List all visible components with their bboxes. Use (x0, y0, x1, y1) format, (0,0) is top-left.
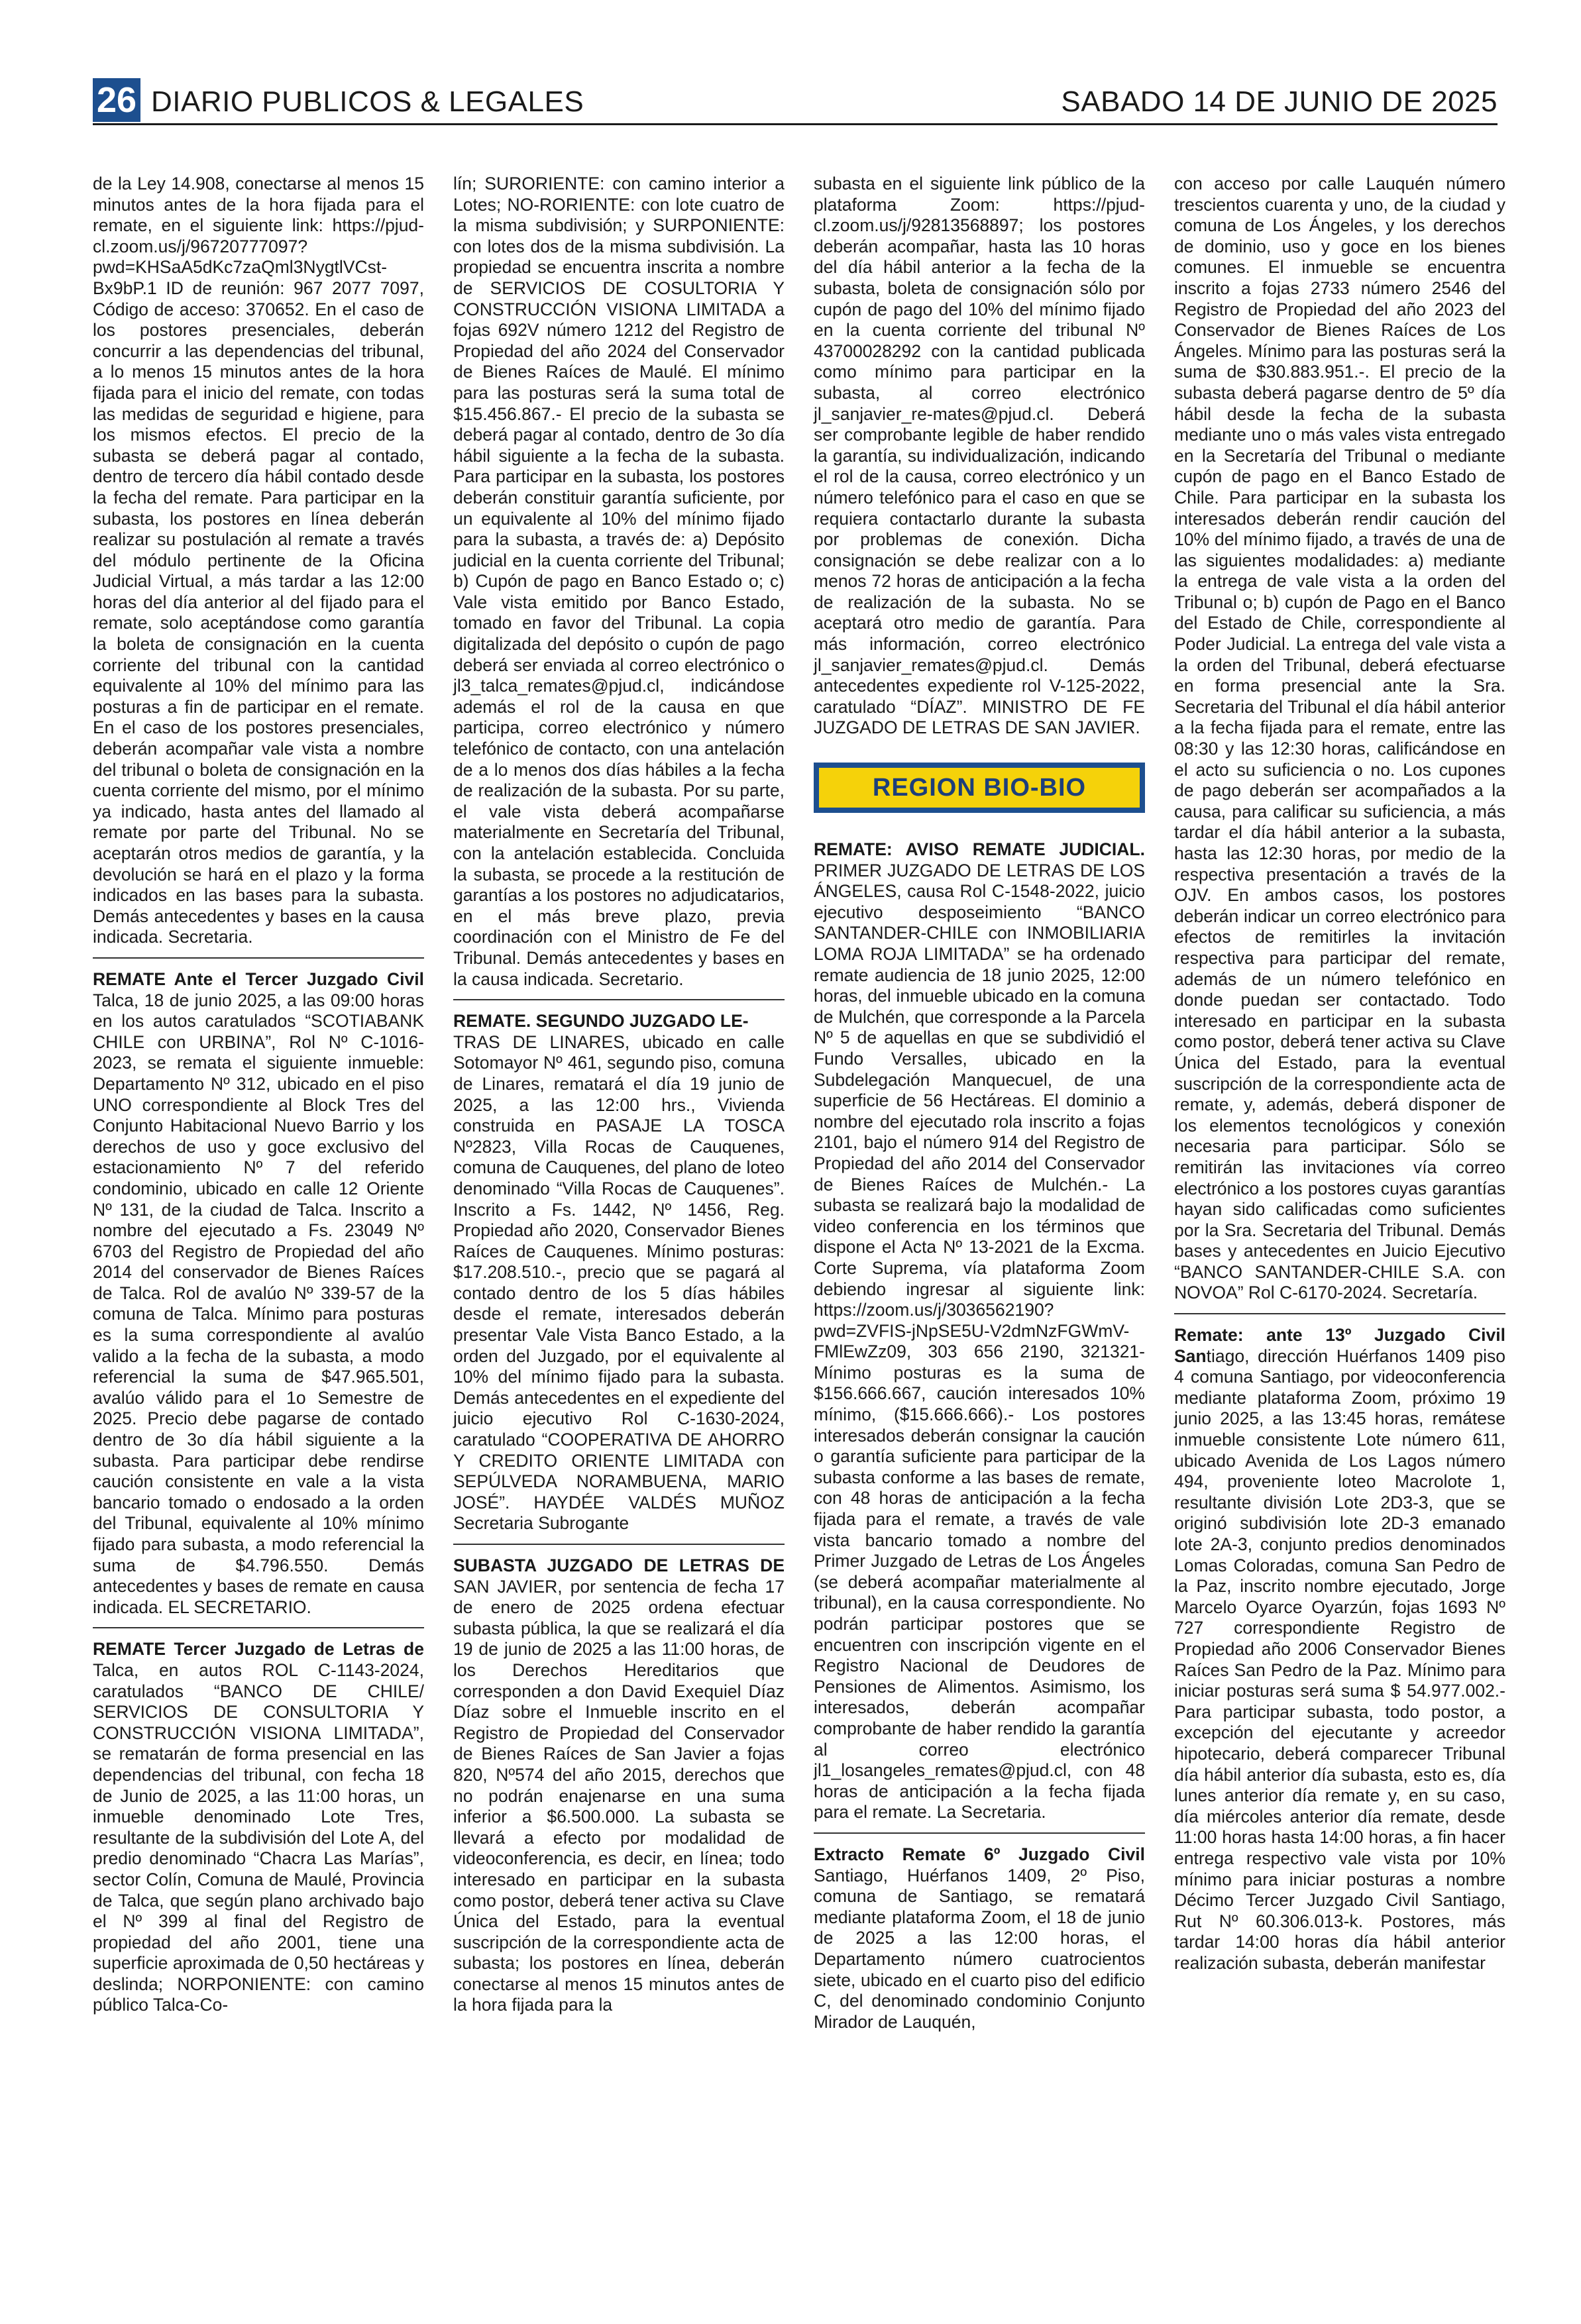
notice-body: Talca, 18 de junio 2025, a las 09:00 horas en los autos caratulados “SCOTIABANK CHILE con URBINA”, Rol Nº C-1016-2023, se remata el siguiente inmueble: Departamento Nº 312, ubicado en el piso UNO correspondiente al Block Tres del Conjunto Habitacional Nuevo Barrio y los derechos de uso y goce exclusivo del estacionamiento Nº 7 del referido condominio, ubicado en calle 12 Oriente Nº 131, de la ciudad de Talca. Inscrito a nombre del ejecutado a Fs. 23049 Nº 6703 del Registro de Propiedad del año 2014 del conservador de Bienes Raíces de Talca. Rol de avalúo Nº 339-57 de la comuna de Talca. Mínimo para posturas es la suma correspondiente al avalúo valido a la fecha de la subasta, a modo referencial la suma de $47.965.501, avalúo válido para el 1o Semestre de 2025. Precio debe pagarse de contado dentro de 3o día hábil siguiente a la subasta. Para participar debe rendirse caución consistente en vale a la vista bancario tomado o endosado a la orden del Tribunal, equivalente al 10% mínimo fijado para subasta, a modo referencial la suma de $4.796.550. Demás antecedentes y bases de remate en causa indicada. EL SECRETARIO. (93, 990, 424, 1617)
notice (814, 1844, 1145, 2033)
notice (1174, 1325, 1505, 1974)
header-divider (93, 123, 1498, 125)
notice (814, 839, 1145, 1823)
notice-body: Santiago, Huérfanos 1409, 2º Piso, comuna de Santiago, se rematará mediante plataforma Zoom, el 18 de junio de 2025 a las 12:00 horas, el Departamento número cuatrocientos siete, ubicado en el cuarto piso del edificio C, del denominado condominio Conjunto Mirador de Lauquén, (814, 1865, 1145, 2032)
notice-divider (814, 1832, 1145, 1834)
column-4 (1174, 174, 1505, 1974)
notice-text: de la Ley 14.908, conectarse al menos 15 minutos antes de la hora fijada para el remate, en el siguiente link: https://pjud-cl.zoom.us/j/96720777097?pwd=KHSaA5dKc7zaQml3NygtlVCst-Bx9bP.1 ID de reunión: 967 2077 7097, Código de acceso: 370652. En el caso de los postores presenciales, deberán concurrir a las dependencias del tribunal, a lo menos 15 minutos antes de la hora fijada para el inicio del remate, con todas las medidas de seguridad e higiene, para los mismos efectos. El precio de la subasta se deberá pagar al contado, dentro de tercero día hábil contado desde la fecha del remate. Para participar en la subasta, los postores en línea deberán realizar su postulación al remate a través del módulo pertinente de la Oficina Judicial Virtual, a más tardar a las 12:00 horas del día anterior al del fijado para el remate, solo aceptándose como garantía la boleta de consignación en la cuenta corriente del tribunal con la cantidad equivalente al 10% del mínimo para las posturas a fin de participar en el remate. En el caso de los postores presenciales, deberán acompañar vale vista a nombre del tribunal o boleta de consignación en la cuenta corriente del mismo, por el mínimo ya indicado, hasta antes del llamado al remate por parte del Tribunal. No se aceptarán otros medios de garantía, y la devolución se hará en el plazo y la forma indicados en las bases para la subasta. Demás antecedentes y bases en la causa indicada. Secretaria. (93, 174, 424, 947)
notice-body: Talca, en autos ROL C-1143-2024, caratulados “BANCO DE CHILE/ SERVICIOS DE CONSULTORIA Y CONSTRUCCIÓN VISIONA LIMITADA”, se rematarán de forma presencial en las dependencias del tribunal, con fecha 18 de Junio de 2025, a las 11:00 horas, un inmueble denominado Lote Tres, resultante de la subdivisión del Lote A, del predio denominado “Chacra Las Marías”, sector Colín, Comuna de Maulé, Provincia de Talca, que según plano archivado bajo el Nº 399 al final del Registro de propiedad del año 2001, tiene una superficie aproximada de 0,50 hectáreas y deslinda; NORPONIENTE: con camino público Talca-Co- (93, 1660, 424, 2015)
page-header (93, 78, 1498, 122)
notice-body: TRAS DE LINARES, ubicado en calle Sotomayor Nº 461, segundo piso, comuna de Linares, rematará el día 19 junio de 2025, a las 12:00 hrs., Vivienda construida en PASAJE LA TOSCA Nº2823, Villa Rocas de Cauquenes, comuna de Cauquenes, del plano de loteo denominado “Villa Rocas de Cauquenes”. Inscrito a Fs. 1442, Nº 1456, Reg. Propiedad año 2020, Conservador Bienes Raíces de Cauquenes. Mínimo posturas: $17.208.510.-, precio que se pagará al contado dentro de los 5 días hábiles desde el remate, interesados deberán presentar Vale Vista Banco Estado, a la orden del Juzgado, por el equivalente al 10% del mínimo fijado para la subasta. Demás antecedentes en el expediente del juicio ejecutivo Rol C-1630-2024, caratulado “COOPERATIVA DE AHORRO Y CREDITO ORIENTE LIMITADA con SEPÚLVEDA NORAMBUENA, MARIO JOSÉ”. HAYDÉE VALDÉS MUÑOZ Secretaria Subrogante (453, 1031, 785, 1534)
region-banner (814, 763, 1145, 813)
notice-divider (453, 999, 785, 1000)
publication-title: DIARIO PUBLICOS & LEGALES (151, 85, 584, 118)
region-banner-label: REGION BIO-BIO (819, 768, 1140, 808)
notice (453, 1556, 785, 2016)
notice-heading: Remate: ante 13º Juzgado Civil San (1174, 1325, 1505, 1366)
notice-heading: REMATE Ante el Tercer Juzgado Civil (93, 969, 424, 989)
notice (93, 1639, 424, 2016)
notice-divider (93, 1627, 424, 1628)
notice-body: SAN JAVIER, por sentencia de fecha 17 de enero de 2025 ordena efectuar subasta pública, la que se realizará el día 19 de junio de 2025 a las 11:00 horas, de los Derechos Hereditarios que corresponden a don David Exequiel Díaz Díaz sobre el Inmueble inscrito en el Registro de Propiedad del Conservador de Bienes Raíces de San Javier a fojas 820, Nº574 del año 2015, derechos que no podrán enajenarse en una suma inferior a $6.500.000. La subasta se llevará a efecto por modalidad de videoconferencia, es decir, en línea; todo interesado en participar en la subasta como postor, deberá tener activa su Clave Única del Estado, para la eventual suscripción de la correspondiente acta de subasta; los postores en línea, deberán conectarse al menos 15 minutos antes de la hora fijada para la (453, 1576, 785, 2015)
notice (93, 969, 424, 1618)
page-number: 26 (93, 78, 140, 122)
notice-heading: REMATE: AVISO REMATE JUDICIAL. (814, 839, 1145, 860)
notice-body: PRIMER JUZGADO DE LETRAS DE LOS ÁNGELES, causa Rol C-1548-2022, juicio ejecutivo desposeimiento “BANCO SANTANDER-CHILE con INMOBILIARIA LOMA ROJA LIMITADA” se ha ordenado remate audiencia de 18 junio 2025, 12:00 horas, del inmueble ubicado en la comuna de Mulchén, que corresponde a la Parcela Nº 5 de aquellas en que se subdividió el Fundo Versalles, ubicado en la Subdelegación Manquecuel, de una superficie de 56 Hectáreas. El dominio a nombre del ejecutado rola inscrito a fojas 2101, bajo el número 914 del Registro de Propiedad del año 2014 del Conservador de Bienes Raíces de Mulchén.- La subasta se realizará bajo la modalidad de video conferencia en los términos que dispone el Acta Nº 13-2021 de la Excma. Corte Suprema, vía plataforma Zoom debiendo ingresar al siguiente link: https://zoom.us/j/3036562190?pwd=ZVFIS-jNpSE5U-V2dmNzFGWmV-FMlEwZz09, 303 656 2190, 321321- Mínimo posturas es la suma de $156.666.667, caución interesados 10% mínimo, ($15.666.666).- Los postores interesados deberán consignar la caución o garantía suficiente para participar de la subasta conforme a las bases de remate, con 48 horas de anticipación a la fecha fijada para el remate, a través de vale vista bancario tomado a nombre del Primer Juzgado de Letras de Los Ángeles (se deberá acompañar materialmente al tribunal), en la causa correspondiente. No podrán participar postores que se encuentren con inscripción vigente en el Registro Nacional de Deudores de Pensiones de Alimentos. Asimismo, los interesados, deberán acompañar comprobante de haber rendido la garantía al correo electrónico jl1_losangeles_remates@pjud.cl, con 48 horas de anticipación a la fecha fijada para el remate. La Secretaria. (814, 860, 1145, 1822)
notice-divider (453, 1544, 785, 1545)
notice-heading: Extracto Remate 6º Juzgado Civil (814, 1844, 1145, 1864)
notice-text: con acceso por calle Lauquén número trescientos cuarenta y uno, de la ciudad y comuna de Los Ángeles, y los derechos de dominio, uso y goce en los bienes comunes. El inmueble se encuentra inscrito a fojas 2733 número 2546 del Registro de Propiedad del año 2023 del Conservador de Bienes Raíces de Los Ángeles. Mínimo para las posturas será la suma de $30.883.951.-. El precio de la subasta deberá pagarse dentro de 5º día hábil desde la fecha de la subasta mediante uno o más vales vista entregado en la Secretaría del Tribunal o mediante cupón de pago en el Banco Estado de Chile. Para participar en la subasta los interesados deberán rendir caución del 10% del mínimo fijado, a través de una de las siguientes modalidades: a) mediante la entrega de vale vista a la orden del Tribunal o; b) cupón de Pago en el Banco del Estado de Chile, correspondiente al Poder Judicial. La entrega del vale vista a la orden del Tribunal, deberá efectuarse en forma presencial ante la Sra. Secretaria del Tribunal el día hábil anterior a la fecha fijada para el remate, entre las 08:30 y las 12:30 horas, calificándose en el acto su suficiencia o no. Los cupones de pago deberán ser acompañados a la causa, para calificar su suficiencia, a más tardar el día hábil anterior a la subasta, hasta las 12:30 horas, por medio de la respectiva presentación a través de la OJV. En ambos casos, los postores deberán indicar un correo electrónico para efectos de remitirles la invitación respectiva para participar del remate, además de un número telefónico en donde puedan ser contactado. Todo interesado en participar en la subasta como postor, deberá tener activa su Clave Única del Estado, para la eventual suscripción de la correspondiente acta de remate, y, además, deberá disponer de los elementos tecnológicos y conexión necesaria para participar. Sólo se remitirán las invitaciones vía correo electrónico a los postores cuyas garantías hayan sido calificadas como suficientes por la Sra. Secretaria del Tribunal. Demás bases y antecedentes en Juicio Ejecutivo “BANCO SANTANDER-CHILE S.A. con NOVOA” Rol C-6170-2024. Secretaría. (1174, 174, 1505, 1303)
notice-text: lín; SURORIENTE: con camino interior a Lotes; NO-RORIENTE: con lote cuatro de la misma subdivisión; y SURPONIENTE: con lotes dos de la misma subdivisión. La propiedad se encuentra inscrita a nombre de SERVICIOS DE COSULTORIA Y CONSTRUCCIÓN VISIONA LIMITADA a fojas 692V número 1212 del Registro de Propiedad del año 2024 del Conservador de Bienes Raíces de Maulé. El mínimo para las posturas será la suma total de $15.456.867.- El precio de la subasta se deberá pagar al contado, dentro de 3o día hábil siguiente a la fecha de la subasta. Para participar en la subasta, los postores deberán constituir garantía suficiente, por un equivalente al 10% del mínimo fijado para la subasta, a través de: a) Depósito judicial en la cuenta corriente del Tribunal; b) Cupón de pago en Banco Estado o; c) Vale vista emitido por Banco Estado, tomado en favor del Tribunal. La copia digitalizada del depósito o cupón de pago deberá ser enviada al correo electrónico o jl3_talca_remates@pjud.cl, indicándose además el rol de la causa en que participa, correo electrónico y número telefónico de contacto, con una antelación de a lo menos dos días hábiles a la fecha de realización de la subasta. Por su parte, el vale vista deberá acompañarse materialmente en Secretaría del Tribunal, con la antelación establecida. Concluida la subasta, se procede a la restitución de garantías a los postores no adjudicatarios, en el más breve plazo, previa coordinación con el Ministro de Fe del Tribunal. Demás antecedentes y bases en la causa indicada. Secretario. (453, 174, 785, 989)
publication-date: SABADO 14 DE JUNIO DE 2025 (1061, 85, 1498, 118)
notice (453, 1011, 785, 1534)
notice-heading: REMATE Tercer Juzgado de Letras de (93, 1639, 424, 1660)
notice-divider (93, 957, 424, 959)
column-3 (814, 174, 1145, 2033)
column-2 (453, 174, 785, 2016)
notice-heading: SUBASTA JUZGADO DE LETRAS DE (453, 1556, 785, 1575)
notice-heading: REMATE. SEGUNDO JUZGADO LE- (453, 1011, 749, 1031)
notice-body: tiago, dirección Huérfanos 1409 piso 4 comuna Santiago, por videoconferencia mediante plataforma Zoom, próximo 19 junio 2025, a las 13:45 horas, remátese inmueble consistente Lote número 611, ubicado Avenida de Los Lagos número 494, proveniente loteo Macrolote 1, resultante división Lote 2D3-3, que se originó subdivisión lote 2D-3 emanado lote 2A-3, conjunto predios denominados Lomas Coloradas, comuna San Pedro de la Paz, inscrito nombre ejecutado, Jorge Marcelo Oyarce Oyarzún, fojas 1693 Nº 727 correspondiente Registro de Propiedad año 2006 Conservador Bienes Raíces San Pedro de la Paz. Mínimo para iniciar posturas será suma $ 54.977.002.- Para participar subasta, todo postor, a excepción del ejecutante y acreedor hipotecario, deberá comparecer Tribunal día hábil anterior día subasta, esto es, día lunes anterior día remate y, en su caso, día miércoles anterior día remate, desde 11:00 horas hasta 14:00 horas, a fin hacer entrega respectivo vale vista por 10% mínimo para iniciar posturas a nombre Décimo Tercer Juzgado Civil Santiago, Rut Nº 60.306.013-k. Postores, más tardar 14:00 horas día hábil anterior realización subasta, deberán manifestar (1174, 1346, 1505, 1973)
column-1 (93, 174, 424, 2016)
notice-text: subasta en el siguiente link público de la plataforma Zoom: https://pjud-cl.zoom.us/j/92813568897; los postores deberán acompañar, hasta las 10 horas del día hábil anterior a la fecha de la subasta, boleta de consignación sólo por cupón de pago del 10% del mínimo fijado en la cuenta corriente del tribunal Nº 43700028292 con la cantidad publicada como mínimo para participar en la subasta, al correo electrónico jl_sanjavier_re-mates@pjud.cl. Deberá ser comprobante legible de haber rendido la garantía, su individualización, indicando el rol de la causa, correo electrónico y un número telefónico para el caso en que se requiera contactarlo durante la subasta por problemas de conexión. Dicha consignación se debe realizar con a lo menos 72 horas de anticipación a la fecha de realización de la subasta. No se aceptará otro medio de garantía. Para más información, correo electrónico jl_sanjavier_remates@pjud.cl. Demás antecedentes expediente rol V-125-2022, caratulado “DÍAZ”. MINISTRO DE FE JUZGADO DE LETRAS DE SAN JAVIER. (814, 174, 1145, 738)
notice-divider (1174, 1313, 1505, 1314)
